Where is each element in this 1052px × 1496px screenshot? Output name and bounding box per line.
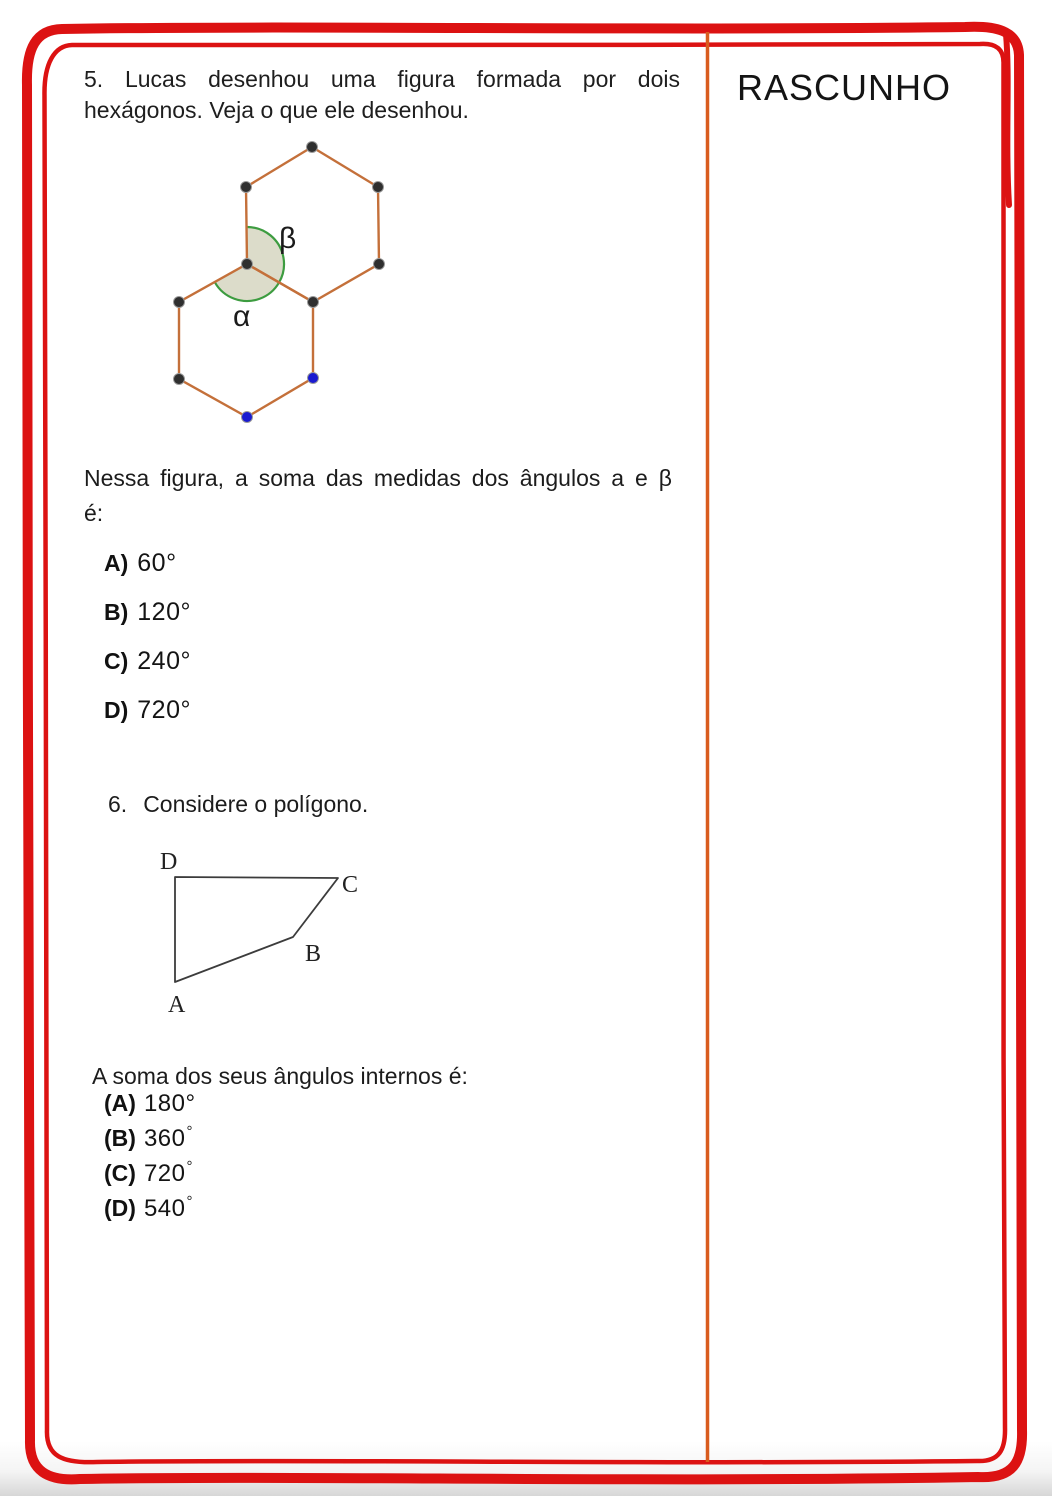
hexagon-figure	[174, 142, 385, 423]
question6-number: 6.	[108, 791, 128, 817]
option-degree-superscript: °	[186, 1123, 193, 1140]
question6-options	[104, 1090, 197, 1230]
alpha-angle-label: α	[233, 300, 251, 333]
option-value: 120°	[137, 598, 191, 626]
option-row-a	[104, 1090, 197, 1117]
option-value: 360	[143, 1125, 186, 1152]
option-row-a	[104, 549, 191, 579]
question6-statement	[108, 789, 368, 819]
question5-prompt-line1: Nessa figura, a soma das medidas dos ângulos a e β	[84, 465, 672, 491]
option-degree-superscript: °	[186, 1158, 193, 1175]
question5-statement-line1: 5. Lucas desenhou uma figura formada por dois	[84, 66, 680, 92]
option-value: 720°	[137, 696, 191, 724]
option-value: 540	[143, 1195, 186, 1222]
vertex-dot	[374, 259, 385, 270]
option-value: 720	[143, 1160, 186, 1187]
vertex-dot	[307, 142, 318, 153]
question6-statement-text: Considere o polígono.	[143, 791, 369, 817]
option-row-d	[104, 1195, 197, 1222]
option-value: 180°	[143, 1090, 196, 1117]
beta-angle-label: β	[279, 222, 297, 255]
option-value: 60°	[137, 549, 177, 577]
option-row-b	[104, 598, 191, 628]
vertex-dot	[242, 259, 253, 270]
red-border-outer	[27, 27, 1022, 1480]
polygon-figure	[160, 849, 358, 1018]
option-row-d	[104, 696, 191, 726]
question6-prompt: A soma dos seus ângulos internos é:	[92, 1063, 468, 1089]
vertex-label-a: A	[168, 992, 186, 1018]
option-letter: C)	[104, 648, 129, 674]
question5-statement	[84, 64, 680, 126]
red-border-inner	[44, 44, 1005, 1462]
red-border-overlap-stroke	[1006, 34, 1009, 205]
question5-statement-line2: hexágonos. Veja o que ele desenhou.	[84, 97, 469, 123]
question5-options	[104, 549, 191, 745]
question5-prompt	[84, 461, 672, 531]
option-letter: (C)	[104, 1160, 136, 1186]
vertex-label-b: B	[305, 941, 322, 967]
option-row-b	[104, 1125, 197, 1152]
vertex-dot-blue	[308, 373, 319, 384]
vertex-dot	[373, 182, 384, 193]
vertex-dot	[308, 297, 319, 308]
option-letter: (D)	[104, 1195, 136, 1221]
vertex-dot-blue	[242, 412, 253, 423]
vertex-dot	[241, 182, 252, 193]
option-row-c	[104, 1160, 197, 1187]
option-letter: A)	[104, 550, 129, 576]
option-letter: (A)	[104, 1090, 136, 1116]
question5-prompt-line2: é:	[84, 500, 104, 526]
option-degree-superscript: °	[186, 1193, 193, 1210]
vertex-label-c: C	[342, 872, 359, 898]
option-letter: (B)	[104, 1125, 136, 1151]
vertex-dot	[174, 374, 185, 385]
vertex-label-d: D	[160, 849, 178, 875]
option-value: 240°	[137, 647, 191, 675]
scratch-area-title: RASCUNHO	[737, 67, 952, 108]
option-letter: B)	[104, 599, 129, 625]
option-row-c	[104, 647, 191, 677]
vertex-dot	[174, 297, 185, 308]
option-letter: D)	[104, 697, 129, 723]
